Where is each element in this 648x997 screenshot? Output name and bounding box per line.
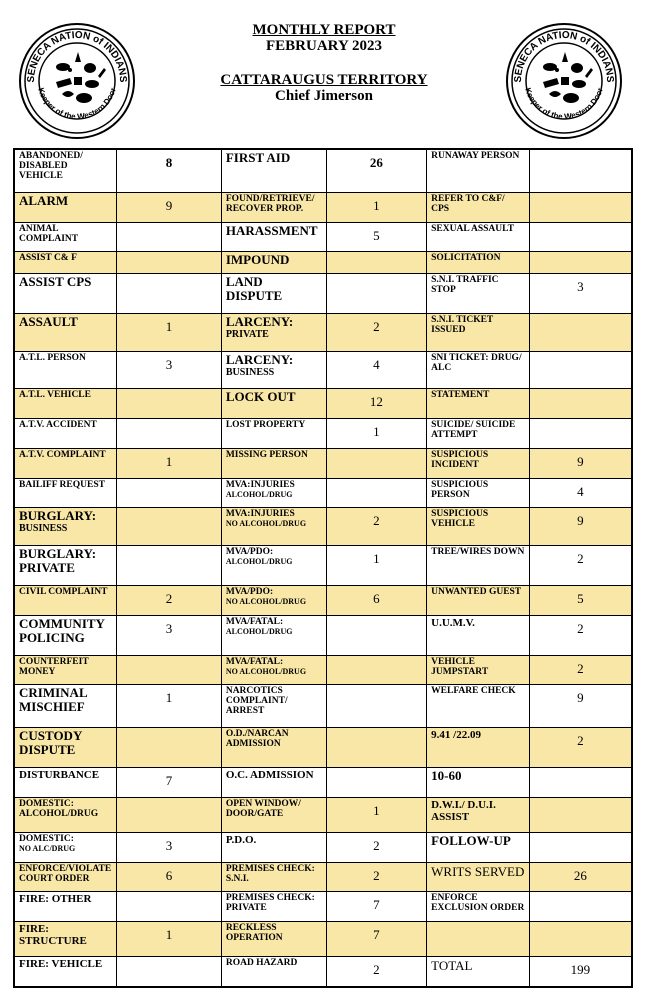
- incident-type-text: LOST PROPERTY: [225, 420, 306, 431]
- incident-subtype-text: NO ALC/DRUG: [19, 843, 76, 853]
- incident-type-text: SUSPICIOUS INCIDENT: [431, 449, 489, 470]
- incident-count: [529, 149, 632, 192]
- incident-type-text: ENFORCE/VIOLATE COURT ORDER: [19, 863, 112, 884]
- incident-count: 7: [117, 768, 222, 798]
- incident-type-label: [221, 862, 326, 892]
- incident-type-text: COMMUNITY POLICING: [19, 615, 105, 645]
- table-row: [14, 351, 632, 389]
- incident-type-text: LARCENY:: [225, 351, 294, 367]
- incident-type-label: [427, 314, 530, 352]
- incident-type-label: [427, 768, 530, 798]
- table-row: [14, 655, 632, 685]
- incident-type-label: [221, 419, 326, 449]
- incident-type-text: BAILIFF REQUEST: [19, 479, 105, 490]
- incident-type-label: [427, 274, 530, 314]
- incident-type-label: [221, 389, 326, 419]
- incident-type-text: A.T.L. PERSON: [19, 352, 86, 363]
- incident-type-text: SUSPICIOUS VEHICLE: [431, 509, 489, 530]
- incident-count: 9: [529, 508, 632, 546]
- incident-count: [529, 192, 632, 222]
- incident-type-text: WRITS SERVED: [431, 863, 525, 879]
- incident-type-label: [221, 797, 326, 832]
- incident-type-label: [14, 797, 117, 832]
- incident-count: 2: [529, 545, 632, 585]
- incident-type-label: [14, 351, 117, 389]
- incident-subtype-text: NO ALCOHOL/DRUG: [225, 519, 307, 529]
- incident-type-text: ASSIST CPS: [19, 274, 92, 290]
- incident-type-label: [14, 222, 117, 252]
- incident-type-text: COUNTERFEIT MONEY: [19, 656, 89, 677]
- incident-type-text: S.N.I. TRAFFIC STOP: [431, 275, 499, 296]
- incident-count: 1: [117, 314, 222, 352]
- incident-type-text: SNI TICKET: DRUG/ ALC: [431, 352, 522, 373]
- incident-type-text: UNWANTED GUEST: [431, 586, 522, 597]
- incident-type-label: [427, 478, 530, 508]
- incident-type-label: [221, 655, 326, 685]
- svg-text:Keeper of the Western Door: Keeper of the Western Door: [523, 86, 605, 122]
- incident-type-label: [14, 956, 117, 987]
- incident-count: 2: [529, 728, 632, 768]
- incident-type-text: ASSAULT: [19, 314, 78, 330]
- incident-type-text: TREE/WIRES DOWN: [431, 546, 525, 557]
- incident-count: 2: [326, 862, 427, 892]
- report-header: [0, 0, 648, 150]
- incident-type-text: LARCENY:: [225, 314, 294, 330]
- incident-type-label: [427, 545, 530, 585]
- incident-type-text: REFER TO C&F/ CPS: [431, 193, 505, 214]
- incident-type-label: [14, 832, 117, 862]
- incident-type-label: [221, 832, 326, 862]
- svg-text:Keeper of the Western Door: Keeper of the Western Door: [36, 86, 118, 122]
- incident-type-label: [427, 956, 530, 987]
- incident-type-label: [221, 892, 326, 922]
- incident-count: 8: [117, 149, 222, 192]
- table-row: [14, 478, 632, 508]
- incident-count: [326, 685, 427, 728]
- incident-count: 5: [529, 585, 632, 615]
- incident-type-text: MVA:INJURIES: [225, 479, 295, 490]
- incident-count: 6: [117, 862, 222, 892]
- incident-type-text: 9.41 /22.09: [431, 729, 481, 742]
- incident-count: [117, 892, 222, 922]
- incident-type-label: [427, 922, 530, 957]
- incident-count: 7: [326, 922, 427, 957]
- svg-text:SENECA NATION of INDIANS: SENECA NATION of INDIANS: [25, 29, 129, 83]
- incident-count: 1: [117, 685, 222, 728]
- incident-type-label: [14, 314, 117, 352]
- incident-type-label: [427, 508, 530, 546]
- incident-type-text: O.D./NARCAN ADMISSION: [225, 729, 289, 750]
- table-row: [14, 274, 632, 314]
- incident-count: [117, 728, 222, 768]
- report-title: MONTHLY REPORT: [252, 22, 396, 38]
- incident-count: [117, 956, 222, 987]
- incident-count: 6: [326, 585, 427, 615]
- incident-type-label: [14, 508, 117, 546]
- incident-subtype-text: BUSINESS: [225, 366, 275, 378]
- incident-type-label: [14, 149, 117, 192]
- incident-count: [529, 419, 632, 449]
- incident-type-text: SUSPICIOUS PERSON: [431, 479, 489, 500]
- incident-type-text: ANIMAL COMPLAINT: [19, 223, 79, 244]
- incident-type-label: [427, 892, 530, 922]
- incident-count: 2: [326, 314, 427, 352]
- incident-count: 1: [117, 922, 222, 957]
- table-row: [14, 448, 632, 478]
- incident-count: [326, 728, 427, 768]
- incident-count: [529, 252, 632, 274]
- incident-subtype-text: BUSINESS: [19, 523, 68, 535]
- incident-type-text: CRIMINAL MISCHIEF: [19, 685, 87, 715]
- incident-type-label: [221, 685, 326, 728]
- incident-count: 3: [117, 832, 222, 862]
- incident-type-label: [14, 862, 117, 892]
- incident-type-text: FIRE: VEHICLE: [19, 957, 103, 970]
- incident-type-label: [221, 274, 326, 314]
- incident-count: 1: [326, 192, 427, 222]
- incident-type-text: O.C. ADMISSION: [225, 769, 314, 782]
- table-row: [14, 508, 632, 546]
- incident-count: 2: [326, 956, 427, 987]
- incident-type-text: FIRE: STRUCTURE: [19, 923, 87, 947]
- table-row: [14, 768, 632, 798]
- incident-type-label: [221, 768, 326, 798]
- table-row: [14, 922, 632, 957]
- incident-count: 26: [326, 149, 427, 192]
- incident-type-text: 10-60: [431, 768, 462, 784]
- incident-count: 9: [117, 192, 222, 222]
- territory-name: CATTARAUGUS TERRITORY: [220, 72, 428, 88]
- incident-type-label: [427, 419, 530, 449]
- table-row: [14, 832, 632, 862]
- incident-count: 2: [326, 832, 427, 862]
- incident-type-text: MVA/PDO:: [225, 546, 274, 557]
- incident-subtype-text: NO ALCOHOL/DRUG: [225, 666, 307, 676]
- incident-count: [326, 478, 427, 508]
- incident-type-label: [14, 892, 117, 922]
- incident-type-label: [14, 768, 117, 798]
- table-row: [14, 956, 632, 987]
- incident-count: 1: [117, 448, 222, 478]
- incident-count: [117, 545, 222, 585]
- table-row: [14, 192, 632, 222]
- table-row: [14, 419, 632, 449]
- incident-count: [529, 892, 632, 922]
- table-row: [14, 685, 632, 728]
- incident-type-text: ASSIST C& F: [19, 253, 77, 264]
- incident-type-text: ENFORCE EXCLUSION ORDER: [431, 893, 525, 914]
- incident-type-label: [14, 615, 117, 655]
- incident-count: 1: [326, 797, 427, 832]
- incident-type-label: [427, 448, 530, 478]
- incident-type-label: [427, 351, 530, 389]
- incident-type-label: [14, 192, 117, 222]
- incident-type-text: IMPOUND: [225, 252, 290, 268]
- svg-text:SENECA NATION of INDIANS: SENECA NATION of INDIANS: [512, 29, 616, 83]
- incident-type-text: CIVIL COMPLAINT: [19, 586, 108, 597]
- incident-count: 9: [529, 685, 632, 728]
- incident-subtype-text: ALCOHOL/DRUG: [225, 556, 293, 566]
- incident-count: [529, 314, 632, 352]
- incident-type-text: PREMISES CHECK: S.N.I.: [225, 863, 315, 884]
- incident-type-text: P.D.O.: [225, 833, 257, 846]
- incident-type-text: DISTURBANCE: [19, 769, 100, 782]
- table-row: [14, 585, 632, 615]
- incident-type-label: [221, 222, 326, 252]
- incident-type-text: LOCK OUT: [225, 389, 296, 405]
- incident-type-text: A.T.V. COMPLAINT: [19, 449, 106, 460]
- incident-type-label: [221, 508, 326, 546]
- incident-type-text: PREMISES CHECK: PRIVATE: [225, 893, 315, 914]
- incident-type-text: RUNAWAY PERSON: [431, 151, 520, 161]
- incident-type-text: ALARM: [19, 192, 69, 208]
- incident-count: 12: [326, 389, 427, 419]
- incident-type-text: U.U.M.V.: [431, 616, 475, 629]
- report-date: FEBRUARY 2023: [265, 38, 382, 54]
- incident-count: [117, 655, 222, 685]
- incident-count: [529, 222, 632, 252]
- incident-type-text: D.W.I./ D.U.I. ASSIST: [431, 798, 496, 823]
- incident-count: [529, 922, 632, 957]
- incident-type-label: [14, 728, 117, 768]
- incident-type-text: SEXUAL ASSAULT: [431, 223, 514, 234]
- incident-type-text: MVA/FATAL:: [225, 616, 284, 627]
- incident-type-text: VEHICLE JUMPSTART: [431, 656, 489, 677]
- incident-type-label: [221, 585, 326, 615]
- incident-type-text: LAND DISPUTE: [225, 274, 283, 304]
- incident-type-label: [14, 478, 117, 508]
- incident-type-text: CUSTODY DISPUTE: [19, 728, 82, 758]
- incident-type-text: ROAD HAZARD: [225, 957, 298, 968]
- incident-type-label: [14, 922, 117, 957]
- incident-type-label: [427, 615, 530, 655]
- incident-type-label: [14, 655, 117, 685]
- incident-count: 2: [326, 508, 427, 546]
- incident-type-label: [427, 149, 530, 192]
- incident-type-label: [427, 222, 530, 252]
- incident-count: [117, 797, 222, 832]
- incident-count: 9: [529, 448, 632, 478]
- incident-count: 3: [529, 274, 632, 314]
- incident-count: 1: [326, 545, 427, 585]
- incident-type-label: [221, 956, 326, 987]
- table-row: [14, 862, 632, 892]
- incident-type-text: MISSING PERSON: [225, 449, 308, 460]
- incident-count: 5: [326, 222, 427, 252]
- incident-type-label: [14, 685, 117, 728]
- incident-type-text: DOMESTIC:: [19, 833, 74, 844]
- incident-type-label: [427, 585, 530, 615]
- incident-count: 4: [529, 478, 632, 508]
- incident-type-text: WELFARE CHECK: [431, 686, 516, 697]
- incident-count: [117, 419, 222, 449]
- incident-count: [117, 389, 222, 419]
- incident-count: [117, 478, 222, 508]
- incident-type-text: FOLLOW-UP: [431, 832, 511, 848]
- incident-type-label: [427, 832, 530, 862]
- incident-type-text: ABANDONED/ DISABLED VEHICLE: [19, 151, 83, 181]
- table-row: [14, 314, 632, 352]
- incident-count: [529, 832, 632, 862]
- incident-type-text: A.T.L. VEHICLE: [19, 390, 91, 401]
- incident-type-label: [427, 685, 530, 728]
- incident-count: [529, 768, 632, 798]
- incident-type-text: DOMESTIC: ALCOHOL/DRUG: [19, 798, 99, 819]
- incident-type-text: MVA/FATAL:: [225, 656, 284, 667]
- incident-count: [326, 274, 427, 314]
- incident-count: [326, 768, 427, 798]
- incident-type-text: MVA:INJURIES: [225, 509, 295, 520]
- incident-type-label: [221, 448, 326, 478]
- incident-type-text: FIRE: OTHER: [19, 893, 92, 906]
- incident-type-label: [221, 545, 326, 585]
- incident-type-text: NARCOTICS COMPLAINT/ ARREST: [225, 686, 288, 717]
- incident-type-text: STATEMENT: [431, 390, 490, 401]
- incident-type-label: [14, 585, 117, 615]
- incident-type-label: [14, 419, 117, 449]
- table-row: [14, 545, 632, 585]
- incident-count: 7: [326, 892, 427, 922]
- incident-count: [326, 655, 427, 685]
- incident-count: [529, 351, 632, 389]
- incident-count: 1: [326, 419, 427, 449]
- incident-type-label: [427, 192, 530, 222]
- incident-count: [326, 615, 427, 655]
- incident-count: 2: [529, 615, 632, 655]
- incident-type-label: [427, 655, 530, 685]
- incident-type-label: [14, 274, 117, 314]
- incident-table: [13, 148, 633, 988]
- incident-type-label: [14, 389, 117, 419]
- incident-count: [117, 274, 222, 314]
- incident-type-label: [221, 478, 326, 508]
- incident-type-text: FIRST AID: [225, 150, 291, 165]
- incident-type-label: [427, 862, 530, 892]
- table-row: [14, 892, 632, 922]
- incident-count: [529, 797, 632, 832]
- incident-type-label: [221, 192, 326, 222]
- incident-type-text: OPEN WINDOW/ DOOR/GATE: [225, 798, 301, 819]
- incident-type-label: [221, 252, 326, 274]
- incident-count: [529, 389, 632, 419]
- incident-count: [117, 222, 222, 252]
- incident-subtype-text: ALCOHOL/DRUG: [225, 489, 293, 499]
- incident-subtype-text: NO ALCOHOL/DRUG: [225, 596, 307, 606]
- incident-count: 3: [117, 615, 222, 655]
- incident-count: 3: [117, 351, 222, 389]
- table-row: [14, 615, 632, 655]
- incident-count: 199: [529, 956, 632, 987]
- incident-type-text: BURGLARY: PRIVATE: [19, 545, 97, 575]
- incident-type-label: [427, 797, 530, 832]
- incident-type-text: HARASSMENT: [225, 222, 318, 238]
- incident-type-text: S.N.I. TICKET ISSUED: [431, 315, 494, 336]
- incident-type-text: SOLICITATION: [431, 253, 501, 264]
- incident-type-label: [427, 389, 530, 419]
- incident-count: 2: [529, 655, 632, 685]
- incident-count: 4: [326, 351, 427, 389]
- incident-type-label: [221, 149, 326, 192]
- incident-type-text: A.T.V. ACCIDENT: [19, 420, 97, 431]
- incident-type-text: SUICIDE/ SUICIDE ATTEMPT: [431, 420, 516, 441]
- incident-type-label: [221, 615, 326, 655]
- incident-count: [326, 252, 427, 274]
- chief-name: Chief Jimerson: [275, 88, 373, 104]
- table-row: [14, 728, 632, 768]
- incident-count: [326, 448, 427, 478]
- incident-type-text: RECKLESS OPERATION: [225, 923, 283, 943]
- incident-type-label: [221, 922, 326, 957]
- incident-type-label: [221, 351, 326, 389]
- incident-subtype-text: ALCOHOL/DRUG: [225, 626, 293, 636]
- incident-count: [117, 508, 222, 546]
- incident-count: 2: [117, 585, 222, 615]
- incident-type-label: [427, 728, 530, 768]
- incident-type-label: [14, 448, 117, 478]
- incident-type-text: TOTAL: [431, 957, 473, 973]
- incident-type-text: FOUND/RETRIEVE/ RECOVER PROP.: [225, 193, 315, 214]
- incident-count: [117, 252, 222, 274]
- incident-type-label: [427, 252, 530, 274]
- incident-type-text: MVA/PDO:: [225, 586, 274, 597]
- incident-type-label: [221, 728, 326, 768]
- incident-count: 26: [529, 862, 632, 892]
- incident-subtype-text: PRIVATE: [225, 329, 269, 341]
- incident-type-label: [14, 252, 117, 274]
- table-row: [14, 389, 632, 419]
- incident-type-label: [14, 545, 117, 585]
- table-row: [14, 222, 632, 252]
- table-row: [14, 252, 632, 274]
- table-row: [14, 797, 632, 832]
- incident-type-text: BURGLARY:: [19, 508, 97, 524]
- table-row: [14, 149, 632, 192]
- incident-type-label: [221, 314, 326, 352]
